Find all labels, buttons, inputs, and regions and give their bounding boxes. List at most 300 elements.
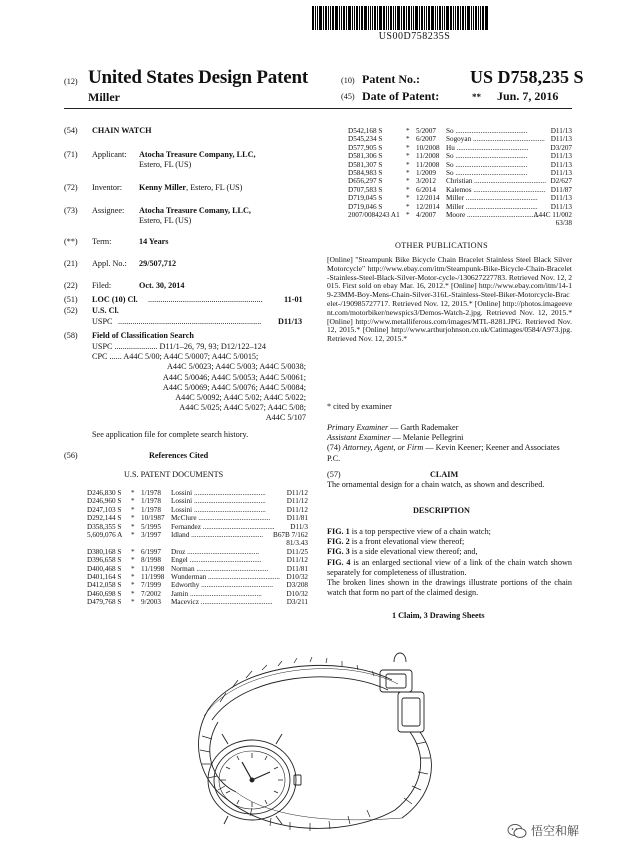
field-label: Field of Classification Search	[92, 331, 194, 340]
ref-number: 5,609,076 A	[87, 531, 123, 540]
barcode-bar	[397, 6, 400, 30]
barcode-bar	[361, 6, 363, 30]
search-line: A44C 5/107	[265, 413, 306, 423]
barcode-bar	[408, 6, 410, 30]
ref-class: D11/25	[286, 547, 308, 556]
applicant-label: Applicant:	[92, 150, 127, 159]
ref-star: *	[131, 573, 135, 582]
ref-number: D400,468 S	[87, 564, 122, 573]
barcode-bar	[323, 6, 324, 30]
ref-name: Wunderman ........................................	[171, 573, 280, 582]
ref-star: *	[406, 211, 410, 220]
ref-date: 1/1978	[141, 497, 161, 506]
ref-name: Kalemos ........................................	[446, 185, 546, 194]
appl-num: (21)	[64, 259, 78, 268]
ref-class: D11/3	[290, 522, 308, 531]
barcode-bar	[343, 6, 345, 30]
ref-date: 10/1987	[141, 514, 165, 523]
reference-row	[348, 135, 572, 143]
ref-name: Christian ........................................	[446, 177, 547, 186]
barcode-bar	[439, 6, 441, 30]
ref-name: Idland ........................................	[171, 531, 264, 540]
ref-date: 11/1998	[141, 564, 165, 573]
reference-row	[87, 497, 308, 505]
assignee-label: Assignee:	[92, 206, 125, 215]
title-num: (54)	[64, 126, 78, 135]
term-label: Term:	[92, 237, 112, 246]
description-heading: DESCRIPTION	[413, 506, 470, 515]
ref-name: Engel ........................................	[171, 556, 262, 565]
barcode-bar	[372, 6, 373, 30]
date-label: Date of Patent:	[362, 89, 440, 103]
ref-star: *	[406, 177, 410, 186]
reference-row	[348, 186, 572, 194]
ref-star: *	[406, 152, 410, 161]
ref-star	[131, 539, 141, 547]
ref-date: 11/2008	[416, 160, 440, 169]
ref-star: *	[131, 497, 135, 506]
ref-class: D11/13	[550, 152, 572, 161]
claim-text: The ornamental design for a chain watch, as shown and described.	[327, 480, 545, 489]
term-num: (**)	[64, 237, 78, 246]
kind-code-num: (12)	[64, 77, 78, 86]
barcode-bar	[339, 6, 340, 30]
barcode-bar	[437, 6, 438, 30]
watermark-text: 悟空和解	[531, 824, 580, 838]
ref-name: Macevicz ........................................	[171, 598, 273, 607]
ref-number: D380,168 S	[87, 547, 122, 556]
barcode-bar	[364, 6, 367, 30]
reference-row	[87, 531, 308, 539]
ref-number: D247,103 S	[87, 505, 122, 514]
ref-date: 3/2012	[416, 177, 436, 186]
fig-text: is a top perspective view of a chain watch;	[349, 527, 491, 536]
ref-class: D11/12	[286, 556, 308, 565]
refs-num: (56)	[64, 451, 78, 460]
ref-class: D3/208	[286, 581, 308, 590]
ref-number: D460,698 S	[87, 589, 122, 598]
barcode-bar	[368, 6, 369, 30]
barcode-bar	[312, 6, 314, 30]
ref-class: D11/12	[286, 497, 308, 506]
barcode-bar	[482, 6, 484, 30]
assistant-examiner	[327, 433, 572, 443]
barcode-bar	[457, 6, 459, 30]
fig-description	[327, 537, 572, 547]
barcode-bar	[383, 6, 385, 30]
ref-date: 5/2007	[416, 127, 436, 135]
ref-star: *	[406, 194, 410, 203]
reference-row	[348, 169, 572, 177]
attorney-label: Attorney, Agent, or Firm	[342, 443, 424, 453]
barcode-bar	[426, 6, 427, 30]
filed-label: Filed:	[92, 281, 112, 290]
uscl-label: U.S. Cl.	[92, 306, 119, 315]
attorney	[327, 443, 572, 463]
ref-star: *	[131, 581, 135, 590]
ref-star: *	[406, 160, 410, 169]
ref-star: *	[131, 489, 135, 497]
barcode-bar	[346, 6, 347, 30]
watermark	[507, 822, 579, 839]
barcode-bar	[330, 6, 331, 30]
ref-number: D479,768 S	[87, 598, 122, 607]
ref-class: B67B 7/162	[273, 531, 308, 540]
barcode-bar	[428, 6, 430, 30]
barcode-bar	[356, 6, 358, 30]
ref-name: McClure ........................................	[171, 514, 271, 523]
ref-number: D246,960 S	[87, 497, 122, 506]
ref-star: *	[406, 127, 410, 135]
ref-number: D358,355 S	[87, 522, 122, 531]
ref-number: D401,164 S	[87, 573, 122, 582]
fig-label: FIG. 3	[327, 547, 350, 557]
inventor-surname-header: Miller	[88, 90, 120, 104]
claims-summary: 1 Claim, 3 Drawing Sheets	[392, 611, 485, 620]
description-text	[327, 527, 572, 598]
barcode-bars	[312, 6, 517, 30]
loc-dots: ........................................................	[148, 295, 263, 304]
ref-star: *	[131, 522, 135, 531]
barcode-bar	[393, 6, 394, 30]
header-rule	[64, 108, 572, 109]
other-publications-text: [Online] "Steampunk Bike Bicycle Chain Bracelet Stainless Steel Black Silver Motorcycle" http://www.ebay.com/itm/Steampunk-Bike-Bicycle-Chain-Bracelet-Stainless-Steel-Black-Silver-Motor-cycle-/130627227783. Retrieved Nov. 12, 2015. First sold on ebay Mar. 16, 2012.* [Online] http://www.ebay.com/itm/14-19-23MM-Boy-Mens-Chain-Silver-316L-Stainless-Steel-Biker-Motorcycle-Bracelet-/190985727717. Retrieved Nov. 12, 2015.* [Online] http://photos.imageevent.com/motorbiker/newspics3/Demos-Watch-2.jpg. Retrieved Nov. 12, 2015.* [Online] http://www.metalliferous.com/images/MTL-8281.JPG. Retrieved Nov. 12, 2015.* [Online] http://www.arthurjohnson.co.uk/Catimages/0584/A973.jpg. Retrieved Nov. 12, 2015.*	[327, 255, 572, 344]
search-line: A44C 5/0092; A44C 5/02; A44C 5/022;	[175, 393, 306, 403]
broken-lines-note: The broken lines shown in the drawings illustrate portions of the chain watch that form no part of the claimed design.	[327, 578, 572, 598]
reference-row	[87, 573, 308, 581]
ref-star: *	[406, 143, 410, 152]
ref-star: *	[406, 202, 410, 211]
reference-row	[348, 161, 572, 169]
reference-row	[348, 211, 572, 219]
assistant-examiner-label: Assistant Examiner	[327, 433, 391, 443]
ref-number: D292,144 S	[87, 514, 122, 523]
ref-name: Edworthy ........................................	[171, 581, 274, 590]
fig-label: FIG. 4	[327, 557, 351, 567]
barcode-bar	[480, 6, 481, 30]
inventor-line	[139, 183, 242, 193]
ref-number: D581,306 S	[348, 152, 383, 161]
ref-name: So ........................................	[446, 127, 528, 135]
barcode-bar	[431, 6, 434, 30]
ref-date: 11/1998	[141, 573, 165, 582]
appl-label: Appl. No.:	[92, 259, 127, 268]
patent-type-title: United States Design Patent	[88, 67, 308, 88]
ref-number: D577,905 S	[348, 143, 383, 152]
date-stars: **	[472, 92, 481, 102]
barcode-bar	[332, 6, 334, 30]
ref-star: *	[406, 169, 410, 178]
barcode-bar	[348, 6, 351, 30]
barcode-bar	[354, 6, 355, 30]
search-line: CPC ...... A44C 5/00; A44C 5/0007; A44C 5/0015;	[92, 352, 259, 362]
ref-class: D11/87	[550, 185, 572, 194]
filed-num: (22)	[64, 281, 78, 290]
ref-class: D11/13	[550, 160, 572, 169]
reference-row	[87, 565, 308, 573]
uspc-label: USPC	[92, 317, 113, 326]
ref-number: D719,045 S	[348, 194, 383, 203]
inventor-name: Kenny Miller	[139, 183, 187, 192]
loc-num: (51)	[64, 295, 78, 304]
ref-name: Moore ........................................	[446, 211, 539, 220]
search-line: A44C 5/0023; A44C 5/003; A44C 5/0038;	[167, 362, 306, 372]
ref-class: D11/81	[286, 514, 308, 523]
ref-star: *	[131, 531, 135, 540]
barcode-bar	[395, 6, 396, 30]
barcode-bar	[424, 6, 425, 30]
inventor-address: , Estero, FL (US)	[186, 183, 243, 192]
reference-row	[348, 177, 572, 185]
ref-date: 12/2014	[416, 194, 440, 203]
barcode-bar	[485, 6, 488, 30]
claim-heading: CLAIM	[430, 470, 459, 479]
ref-date: 7/2002	[141, 589, 161, 598]
barcode-bar	[415, 6, 418, 30]
ref-class: A44C 11/002	[533, 211, 572, 220]
reference-row	[87, 590, 308, 598]
patent-no-label: Patent No.:	[362, 72, 420, 86]
us-references-table-left	[87, 489, 308, 607]
ref-class: 63/38	[555, 219, 572, 228]
reference-row	[348, 203, 572, 211]
barcode-bar	[478, 6, 479, 30]
ref-star: *	[131, 514, 135, 523]
ref-number: D542,168 S	[348, 127, 383, 135]
ref-name: Lossini ........................................	[171, 505, 266, 514]
search-lines	[92, 342, 306, 424]
barcode-bar	[413, 6, 414, 30]
patent-no-num: (10)	[341, 76, 355, 85]
search-line: A44C 5/025; A44C 5/027; A44C 5/08;	[179, 403, 306, 413]
ref-number	[87, 539, 131, 547]
applicant-num: (71)	[64, 150, 78, 159]
fig-label: FIG. 2	[327, 537, 350, 547]
ref-class: D11/13	[550, 202, 572, 211]
claim-num: (57)	[327, 470, 341, 479]
barcode-bar	[446, 6, 449, 30]
appl-value: 29/507,712	[139, 259, 177, 268]
loc-value: 11-01	[284, 295, 303, 304]
ref-number: D581,307 S	[348, 160, 383, 169]
fig-description	[327, 527, 572, 537]
reference-row	[87, 581, 308, 589]
ref-date	[416, 219, 446, 227]
barcode-text: US00D758235S	[378, 31, 451, 42]
barcode-bar	[319, 6, 322, 30]
ref-number	[348, 219, 406, 227]
ref-star: *	[131, 564, 135, 573]
ref-class: D11/13	[550, 127, 572, 135]
reference-row	[87, 556, 308, 564]
reference-row	[348, 152, 572, 160]
ref-date: 9/2003	[141, 598, 161, 607]
ref-date: 7/1999	[141, 581, 161, 590]
ref-date: 8/1998	[141, 556, 161, 565]
assistant-examiner-name: — Melanie Pellegrini	[390, 433, 464, 443]
barcode-bar	[450, 6, 452, 30]
ref-class: D3/207	[550, 143, 572, 152]
ref-name: Miller ........................................	[446, 202, 538, 211]
barcode-bar	[435, 6, 436, 30]
barcode-bar	[315, 6, 316, 30]
ref-number: D412,058 S	[87, 581, 122, 590]
barcode-bar	[386, 6, 387, 30]
ref-number: D246,830 S	[87, 489, 122, 497]
ref-star: *	[406, 135, 410, 144]
ref-number: D584,983 S	[348, 169, 383, 178]
ref-name	[171, 539, 271, 547]
loc-label: LOC (10) Cl.	[92, 295, 138, 304]
barcode	[312, 6, 517, 42]
ref-name: Jamin ........................................	[171, 589, 262, 598]
ref-name: Lossini ........................................	[171, 497, 266, 506]
ref-star: *	[406, 185, 410, 194]
barcode-bar	[475, 6, 477, 30]
reference-row	[348, 144, 572, 152]
barcode-bar	[411, 6, 412, 30]
barcode-bar	[403, 6, 405, 30]
reference-row	[348, 219, 572, 227]
barcode-bar	[442, 6, 443, 30]
barcode-bar	[453, 6, 454, 30]
filed-value: Oct. 30, 2014	[139, 281, 185, 290]
ref-date: 11/2008	[416, 152, 440, 161]
ref-class: 81/3.43	[286, 539, 308, 548]
fig-description	[327, 547, 572, 557]
ref-number: D707,583 S	[348, 185, 383, 194]
fig-text: is a front elevational view thereof;	[349, 537, 465, 547]
barcode-bar	[419, 6, 420, 30]
ref-star: *	[131, 598, 135, 607]
barcode-bar	[444, 6, 445, 30]
barcode-bar	[388, 6, 389, 30]
us-patent-documents-heading: U.S. PATENT DOCUMENTS	[124, 470, 224, 479]
ref-name: So ........................................	[446, 152, 528, 161]
ref-star: *	[131, 589, 135, 598]
search-history-note: See application file for complete search history.	[92, 430, 249, 439]
ref-class: D11/12	[286, 505, 308, 514]
search-line: USPC ..................... D11/1–26, 79, 93; D12/122–124	[92, 342, 266, 351]
design-title: CHAIN WATCH	[92, 126, 152, 135]
barcode-bar	[406, 6, 407, 30]
applicant-name: Atocha Treasure Company, LLC,	[139, 150, 256, 159]
barcode-bar	[473, 6, 474, 30]
attorney-name: — Kevin Keener; Keener and Associates P.C.	[327, 443, 560, 463]
inventor-label: Inventor:	[92, 183, 123, 192]
ref-date: 6/2014	[416, 185, 436, 194]
ref-date: 6/1997	[141, 547, 161, 556]
ref-number: D396,658 S	[87, 556, 122, 565]
ref-name: Norman ........................................	[171, 564, 269, 573]
ref-date: 4/2007	[416, 211, 436, 220]
ref-date: 1/2009	[416, 169, 436, 178]
primary-examiner	[327, 423, 572, 433]
barcode-bar	[341, 6, 342, 30]
term-value: 14 Years	[139, 237, 169, 246]
wechat-icon	[507, 823, 527, 839]
assignee-address: Estero, FL (US)	[139, 216, 192, 225]
ref-class: D10/32	[286, 573, 308, 582]
uscl-num: (52)	[64, 306, 78, 315]
ref-name: Sogoyan ........................................	[446, 135, 545, 144]
barcode-bar	[317, 6, 318, 30]
ref-date	[141, 539, 171, 547]
ref-date: 10/2008	[416, 143, 440, 152]
attorney-num: (74)	[327, 443, 341, 453]
barcode-bar	[335, 6, 338, 30]
other-publications-heading: OTHER PUBLICATIONS	[395, 241, 488, 250]
fig-description	[327, 558, 572, 578]
cited-by-examiner-note: * cited by examiner	[327, 402, 392, 411]
ref-date: 6/2007	[416, 135, 436, 144]
ref-class: D11/13	[550, 194, 572, 203]
ref-class: D10/32	[286, 589, 308, 598]
ref-name: Droz ........................................	[171, 547, 260, 556]
ref-star: *	[131, 547, 135, 556]
patent-number: US D758,235 S	[470, 67, 584, 87]
reference-row	[348, 127, 572, 135]
ref-class: D11/13	[550, 169, 572, 178]
date-num: (45)	[341, 92, 355, 101]
barcode-bar	[374, 6, 376, 30]
patent-date: Jun. 7, 2016	[497, 89, 559, 103]
barcode-bar	[421, 6, 423, 30]
barcode-bar	[377, 6, 378, 30]
ref-class: D2/627	[550, 177, 572, 186]
ref-class: D11/13	[550, 135, 572, 144]
barcode-bar	[467, 6, 470, 30]
ref-number: D545,234 S	[348, 135, 383, 144]
ref-name: Miller ........................................	[446, 194, 538, 203]
search-line: A44C 5/0046; A44C 5/0053; A44C 5/0061;	[162, 372, 306, 382]
examiners-block	[327, 423, 572, 464]
ref-number: 2007/0084243 A1	[348, 211, 400, 220]
ref-number: D719,046 S	[348, 202, 383, 211]
uspc-dots: ......................................................................	[118, 317, 262, 326]
references-cited-heading: References Cited	[149, 451, 209, 460]
barcode-bar	[465, 6, 466, 30]
reference-row	[87, 523, 308, 531]
reference-row	[87, 539, 308, 547]
barcode-bar	[460, 6, 461, 30]
ref-date: 3/1997	[141, 531, 161, 540]
barcode-bar	[471, 6, 472, 30]
reference-row	[87, 506, 308, 514]
barcode-bar	[325, 6, 327, 30]
ref-star: *	[131, 505, 135, 514]
applicant-address: Estero, FL (US)	[139, 160, 192, 169]
fig-text: is an enlarged sectional view of a link of the chain watch shown separately for completeness of illustration.	[327, 557, 572, 577]
reference-row	[87, 598, 308, 606]
ref-date: 1/1978	[141, 489, 161, 497]
assignee-name: Atocha Treasure Comany, LLC,	[139, 206, 251, 215]
ref-name: Lossini ........................................	[171, 489, 266, 497]
search-line: A44C 5/0069; A44C 5/0076; A44C 5/0084;	[162, 382, 306, 392]
barcode-bar	[401, 6, 402, 30]
barcode-bar	[379, 6, 382, 30]
ref-date: 1/1978	[141, 505, 161, 514]
barcode-bar	[390, 6, 392, 30]
ref-date: 12/2014	[416, 202, 440, 211]
ref-name: Hu ........................................	[446, 143, 529, 152]
field-num: (58)	[64, 331, 78, 340]
uspc-value: D11/13	[278, 317, 303, 326]
ref-star	[406, 219, 416, 227]
ref-class: D11/81	[286, 564, 308, 573]
primary-examiner-label: Primary Examiner	[327, 423, 389, 432]
reference-row	[87, 514, 308, 522]
